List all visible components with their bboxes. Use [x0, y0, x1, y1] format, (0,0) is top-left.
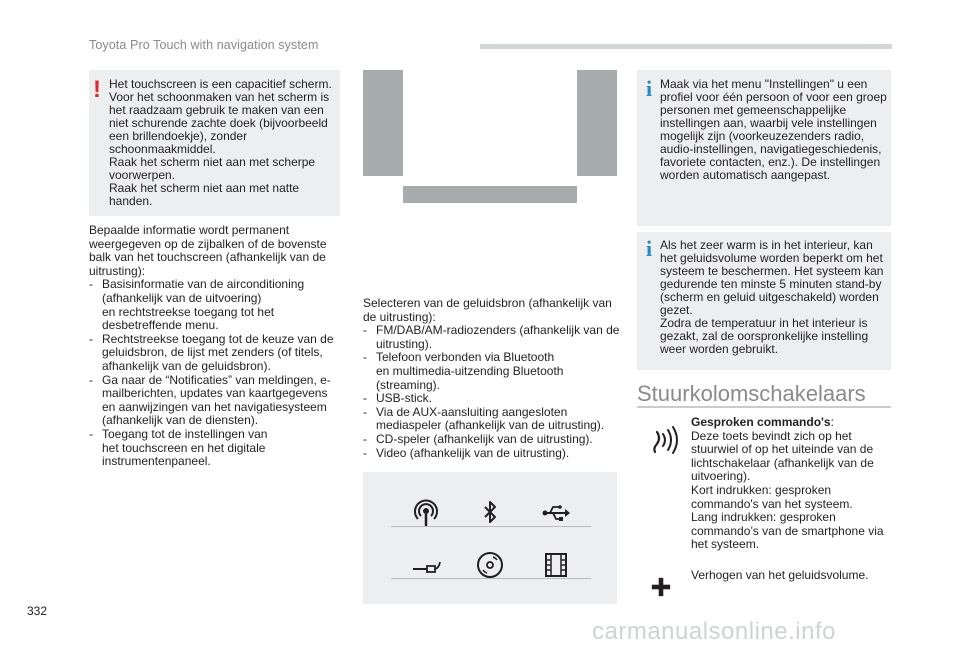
- list-item: - Ga naar de “Notificaties” van meldingen, e-mailberichten, updates van kaartgegevens en aanwijzingen van het navigatiesysteem (afhankelijk van de diensten).: [89, 374, 343, 428]
- voice-command-description: Gesproken commando's: Deze toets bevindt zich op het stuurwiel of op het uiteinde van de lichtschakelaar (afhankelijk van de uitvoering). Kort indrukken: gesproken commando's van het systeem. Lang indrukken: gesproken commando’s van de smartphone via het systeem.: [691, 415, 884, 552]
- list-item: - Rechtstreekse toegang tot de keuze van de geluidsbron, de lijst met zenders (of titels, afhankelijk van de geluidsbron).: [89, 333, 343, 374]
- source-icons-panel: [363, 472, 617, 604]
- radio-icon: [409, 496, 443, 530]
- header-bar: [480, 44, 892, 49]
- list-item: - Video (afhankelijk van de uitrusting).: [363, 447, 621, 461]
- page-number: 332: [27, 604, 48, 618]
- info-note-temperature: [637, 232, 891, 370]
- info-note-profiles: [637, 70, 891, 226]
- list-item: - Basisinformatie van de airconditioning (afhankelijk van de uitvoering) en rechtstreekse toegang tot het desbetreffende menu.: [89, 278, 343, 332]
- list-item: - USB-stick.: [363, 392, 621, 406]
- divider: [391, 578, 461, 579]
- voice-command-icon: [643, 420, 683, 460]
- divider: [391, 526, 461, 527]
- video-icon: [539, 548, 573, 582]
- screen-illustration-top: [363, 70, 617, 176]
- aux-icon: [409, 548, 443, 582]
- list-item: - FM/DAB/AM-radiozenders (afhankelijk van de uitrusting).: [363, 324, 621, 351]
- left-column: [89, 224, 343, 469]
- section-underline: [637, 406, 891, 408]
- warning-note: [89, 70, 340, 216]
- list-item: - Via de AUX-aansluiting aangesloten mediaspeler (afhankelijk van de uitrusting).: [363, 406, 621, 433]
- divider: [521, 578, 591, 579]
- voice-command-text: Deze toets bevindt zich op het stuurwiel of op het uiteinde van de lichtschakelaar (afhankelijk van de uitvoering). Kort indrukken: gesproken commando's van het systeem. Lang indrukken: gesproken commando’s van de smartphone via het systeem.: [691, 428, 884, 552]
- bluetooth-icon: [473, 496, 507, 530]
- screen-illustration-bottom: [403, 186, 577, 286]
- screen-display: [403, 203, 577, 286]
- middle-intro: Selecteren van de geluidsbron (afhankelijk van de uitrusting):: [363, 296, 612, 324]
- list-item: - Toegang tot de instellingen van het touchscreen en het digitale instrumentenpaneel.: [89, 428, 343, 469]
- info-note-text: Maak via het menu "Instellingen" u een profiel voor één persoon of voor een groep personen met gemeenschappelijke instellingen aan, waarbij vele instellingen mogelijk zijn (voorkeuzezenders radio, audio-instellingen, navigatiegeschiedenis, favoriete contacten, enz.). De instellingen worden automatisch aangepast.: [660, 77, 887, 182]
- divider: [521, 526, 591, 527]
- volume-up-text: Verhogen van het geluidsvolume.: [691, 568, 869, 582]
- info-icon: i: [646, 76, 653, 101]
- divider: [455, 578, 525, 579]
- divider: [455, 526, 525, 527]
- cd-icon: [473, 548, 507, 582]
- list-item: - CD-speler (afhankelijk van de uitrusting).: [363, 433, 621, 447]
- info-note-text: Als het zeer warm is in het interieur, kan het geluidsvolume worden beperkt om het systeem te beschermen. Het systeem kan gedurende ten minste 5 minuten stand-by (scherm en geluid uitgeschakeld) worden gezet. Zodra de temperatuur in het interieur is gezakt, zal de oorspronkelijke instelling weer worden gebruikt.: [660, 238, 884, 356]
- list-item: - Telefoon verbonden via Bluetooth en multimedia-uitzending Bluetooth (streaming).: [363, 351, 621, 392]
- plus-icon: [650, 576, 672, 598]
- section-title: Stuurkolomschakelaars: [637, 381, 866, 406]
- warning-note-text: Het touchscreen is een capacitief scherm. Voor het schoonmaken van het scherm is het raadzaam gebruik te maken van een niet schurende zachte doek (bijvoorbeeld een brillendoekje), zonder schoonmaakmiddel. Raak het scherm niet aan met scherpe voorwerpen. Raak het scherm niet aan met natte handen.: [109, 77, 332, 208]
- screen-display: [403, 70, 577, 176]
- info-icon: i: [646, 236, 653, 261]
- usb-icon: [539, 496, 573, 530]
- header-title: Toyota Pro Touch with navigation system: [89, 38, 319, 52]
- middle-column: [363, 297, 621, 460]
- voice-command-label: Gesproken commando's: [691, 415, 831, 429]
- exclamation-icon: !: [93, 76, 101, 103]
- watermark: carmanualsonline.info: [592, 618, 836, 645]
- left-intro: Bepaalde informatie wordt permanent weergegeven op de zijbalken of de bovenste balk van het touchscreen (afhankelijk van de uitrusting):: [89, 223, 327, 278]
